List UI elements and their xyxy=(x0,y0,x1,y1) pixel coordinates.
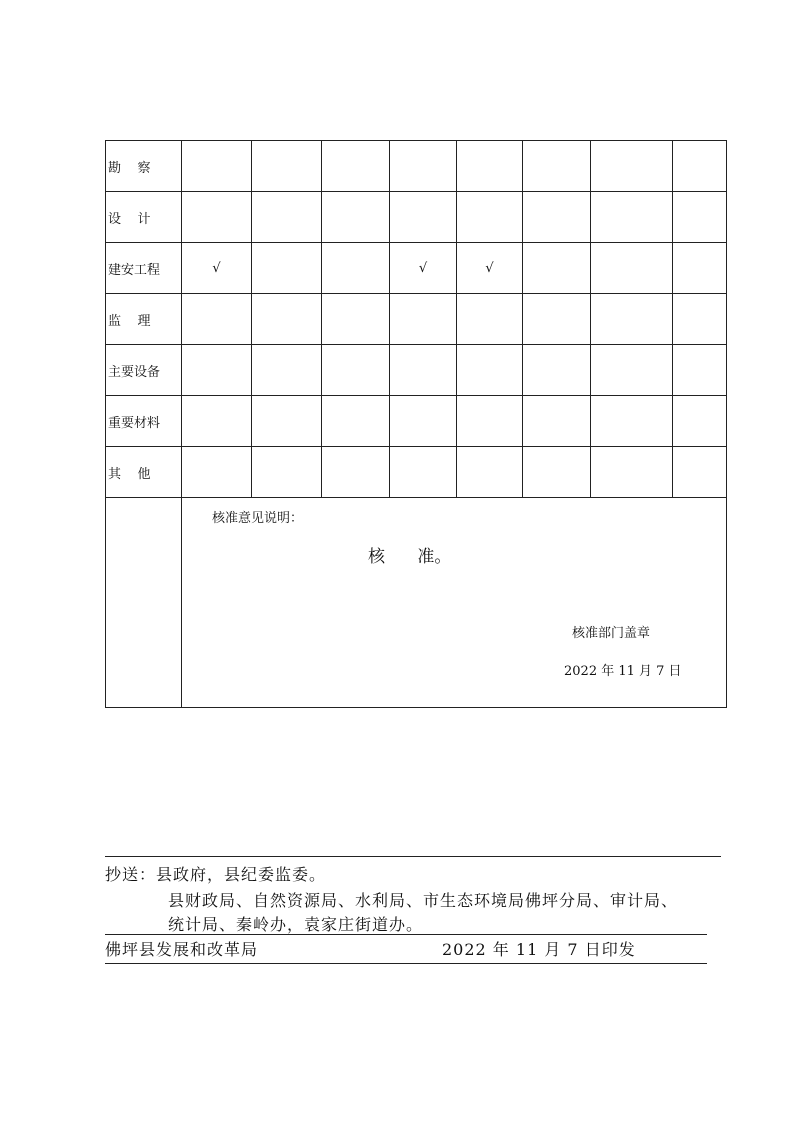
empty-cell xyxy=(523,447,591,498)
empty-cell xyxy=(322,243,390,294)
empty-cell xyxy=(252,243,322,294)
empty-cell xyxy=(591,345,673,396)
row-label: 主要设备 xyxy=(106,345,182,396)
issuer: 佛坪县发展和改革局 xyxy=(105,940,259,959)
empty-cell xyxy=(390,447,457,498)
table-row xyxy=(106,192,727,243)
empty-cell xyxy=(523,396,591,447)
row-label: 设 计 xyxy=(106,192,182,243)
empty-cell xyxy=(182,345,252,396)
row-label: 监 理 xyxy=(106,294,182,345)
row-label: 其 他 xyxy=(106,447,182,498)
cc-recipients-1: 县政府，县纪委监委。 xyxy=(156,865,327,884)
empty-cell xyxy=(673,294,727,345)
empty-cell xyxy=(252,396,322,447)
empty-cell xyxy=(523,141,591,192)
table-row xyxy=(106,243,727,294)
empty-cell xyxy=(322,345,390,396)
cc-recipients-3: 统计局、秦岭办，袁家庄街道办。 xyxy=(168,915,424,934)
empty-cell xyxy=(591,192,673,243)
empty-cell xyxy=(523,243,591,294)
middle-rule xyxy=(105,934,707,935)
opinion-heading: 核准意见说明： xyxy=(212,511,304,526)
bottom-rule xyxy=(105,963,707,964)
empty-cell xyxy=(182,447,252,498)
empty-cell xyxy=(591,243,673,294)
empty-cell xyxy=(390,345,457,396)
empty-cell xyxy=(457,447,523,498)
empty-cell xyxy=(457,141,523,192)
check-mark-cell: √ xyxy=(457,243,523,294)
empty-cell xyxy=(390,396,457,447)
empty-cell xyxy=(322,447,390,498)
empty-cell xyxy=(390,294,457,345)
empty-cell xyxy=(182,141,252,192)
empty-cell xyxy=(252,294,322,345)
empty-cell xyxy=(322,141,390,192)
empty-cell xyxy=(591,447,673,498)
table-row xyxy=(106,294,727,345)
row-label: 勘 察 xyxy=(106,141,182,192)
empty-cell xyxy=(252,345,322,396)
empty-cell xyxy=(457,345,523,396)
empty-cell xyxy=(523,294,591,345)
check-mark-cell: √ xyxy=(182,243,252,294)
empty-cell xyxy=(322,294,390,345)
empty-cell xyxy=(252,192,322,243)
empty-cell xyxy=(673,141,727,192)
empty-cell xyxy=(390,192,457,243)
empty-cell xyxy=(322,192,390,243)
approval-table xyxy=(105,140,727,708)
empty-cell xyxy=(591,294,673,345)
empty-cell xyxy=(182,192,252,243)
empty-cell xyxy=(390,141,457,192)
empty-cell xyxy=(252,141,322,192)
empty-cell xyxy=(673,192,727,243)
empty-cell xyxy=(457,192,523,243)
empty-cell xyxy=(523,192,591,243)
opinion-cell xyxy=(182,498,727,708)
opinion-row xyxy=(106,498,727,708)
row-label: 建安工程 xyxy=(106,243,182,294)
approval-date: 2022 年 11 月 7 日 xyxy=(564,664,682,679)
empty-cell xyxy=(322,396,390,447)
empty-cell xyxy=(673,447,727,498)
approval-decision: 核 准。 xyxy=(368,547,452,567)
empty-cell xyxy=(457,294,523,345)
cc-recipients-2: 县财政局、自然资源局、水利局、市生态环境局佛坪分局、审计局、 xyxy=(168,891,679,910)
cc-line-1 xyxy=(105,862,326,885)
empty-cell xyxy=(182,294,252,345)
check-mark-cell: √ xyxy=(390,243,457,294)
empty-cell xyxy=(457,396,523,447)
issue-date: 2022 年 11 月 7 日印发 xyxy=(442,940,636,959)
empty-cell xyxy=(252,447,322,498)
cc-label: 抄送： xyxy=(105,865,157,884)
table-row xyxy=(106,345,727,396)
empty-cell xyxy=(591,141,673,192)
table-row xyxy=(106,141,727,192)
approval-stamp-label: 核准部门盖章 xyxy=(572,626,651,641)
empty-cell xyxy=(673,243,727,294)
top-rule xyxy=(105,856,721,857)
empty-cell xyxy=(523,345,591,396)
empty-cell xyxy=(673,345,727,396)
table-row xyxy=(106,396,727,447)
empty-cell xyxy=(673,396,727,447)
opinion-label-cell xyxy=(106,498,182,708)
table-row xyxy=(106,447,727,498)
empty-cell xyxy=(591,396,673,447)
empty-cell xyxy=(182,396,252,447)
row-label: 重要材料 xyxy=(106,396,182,447)
